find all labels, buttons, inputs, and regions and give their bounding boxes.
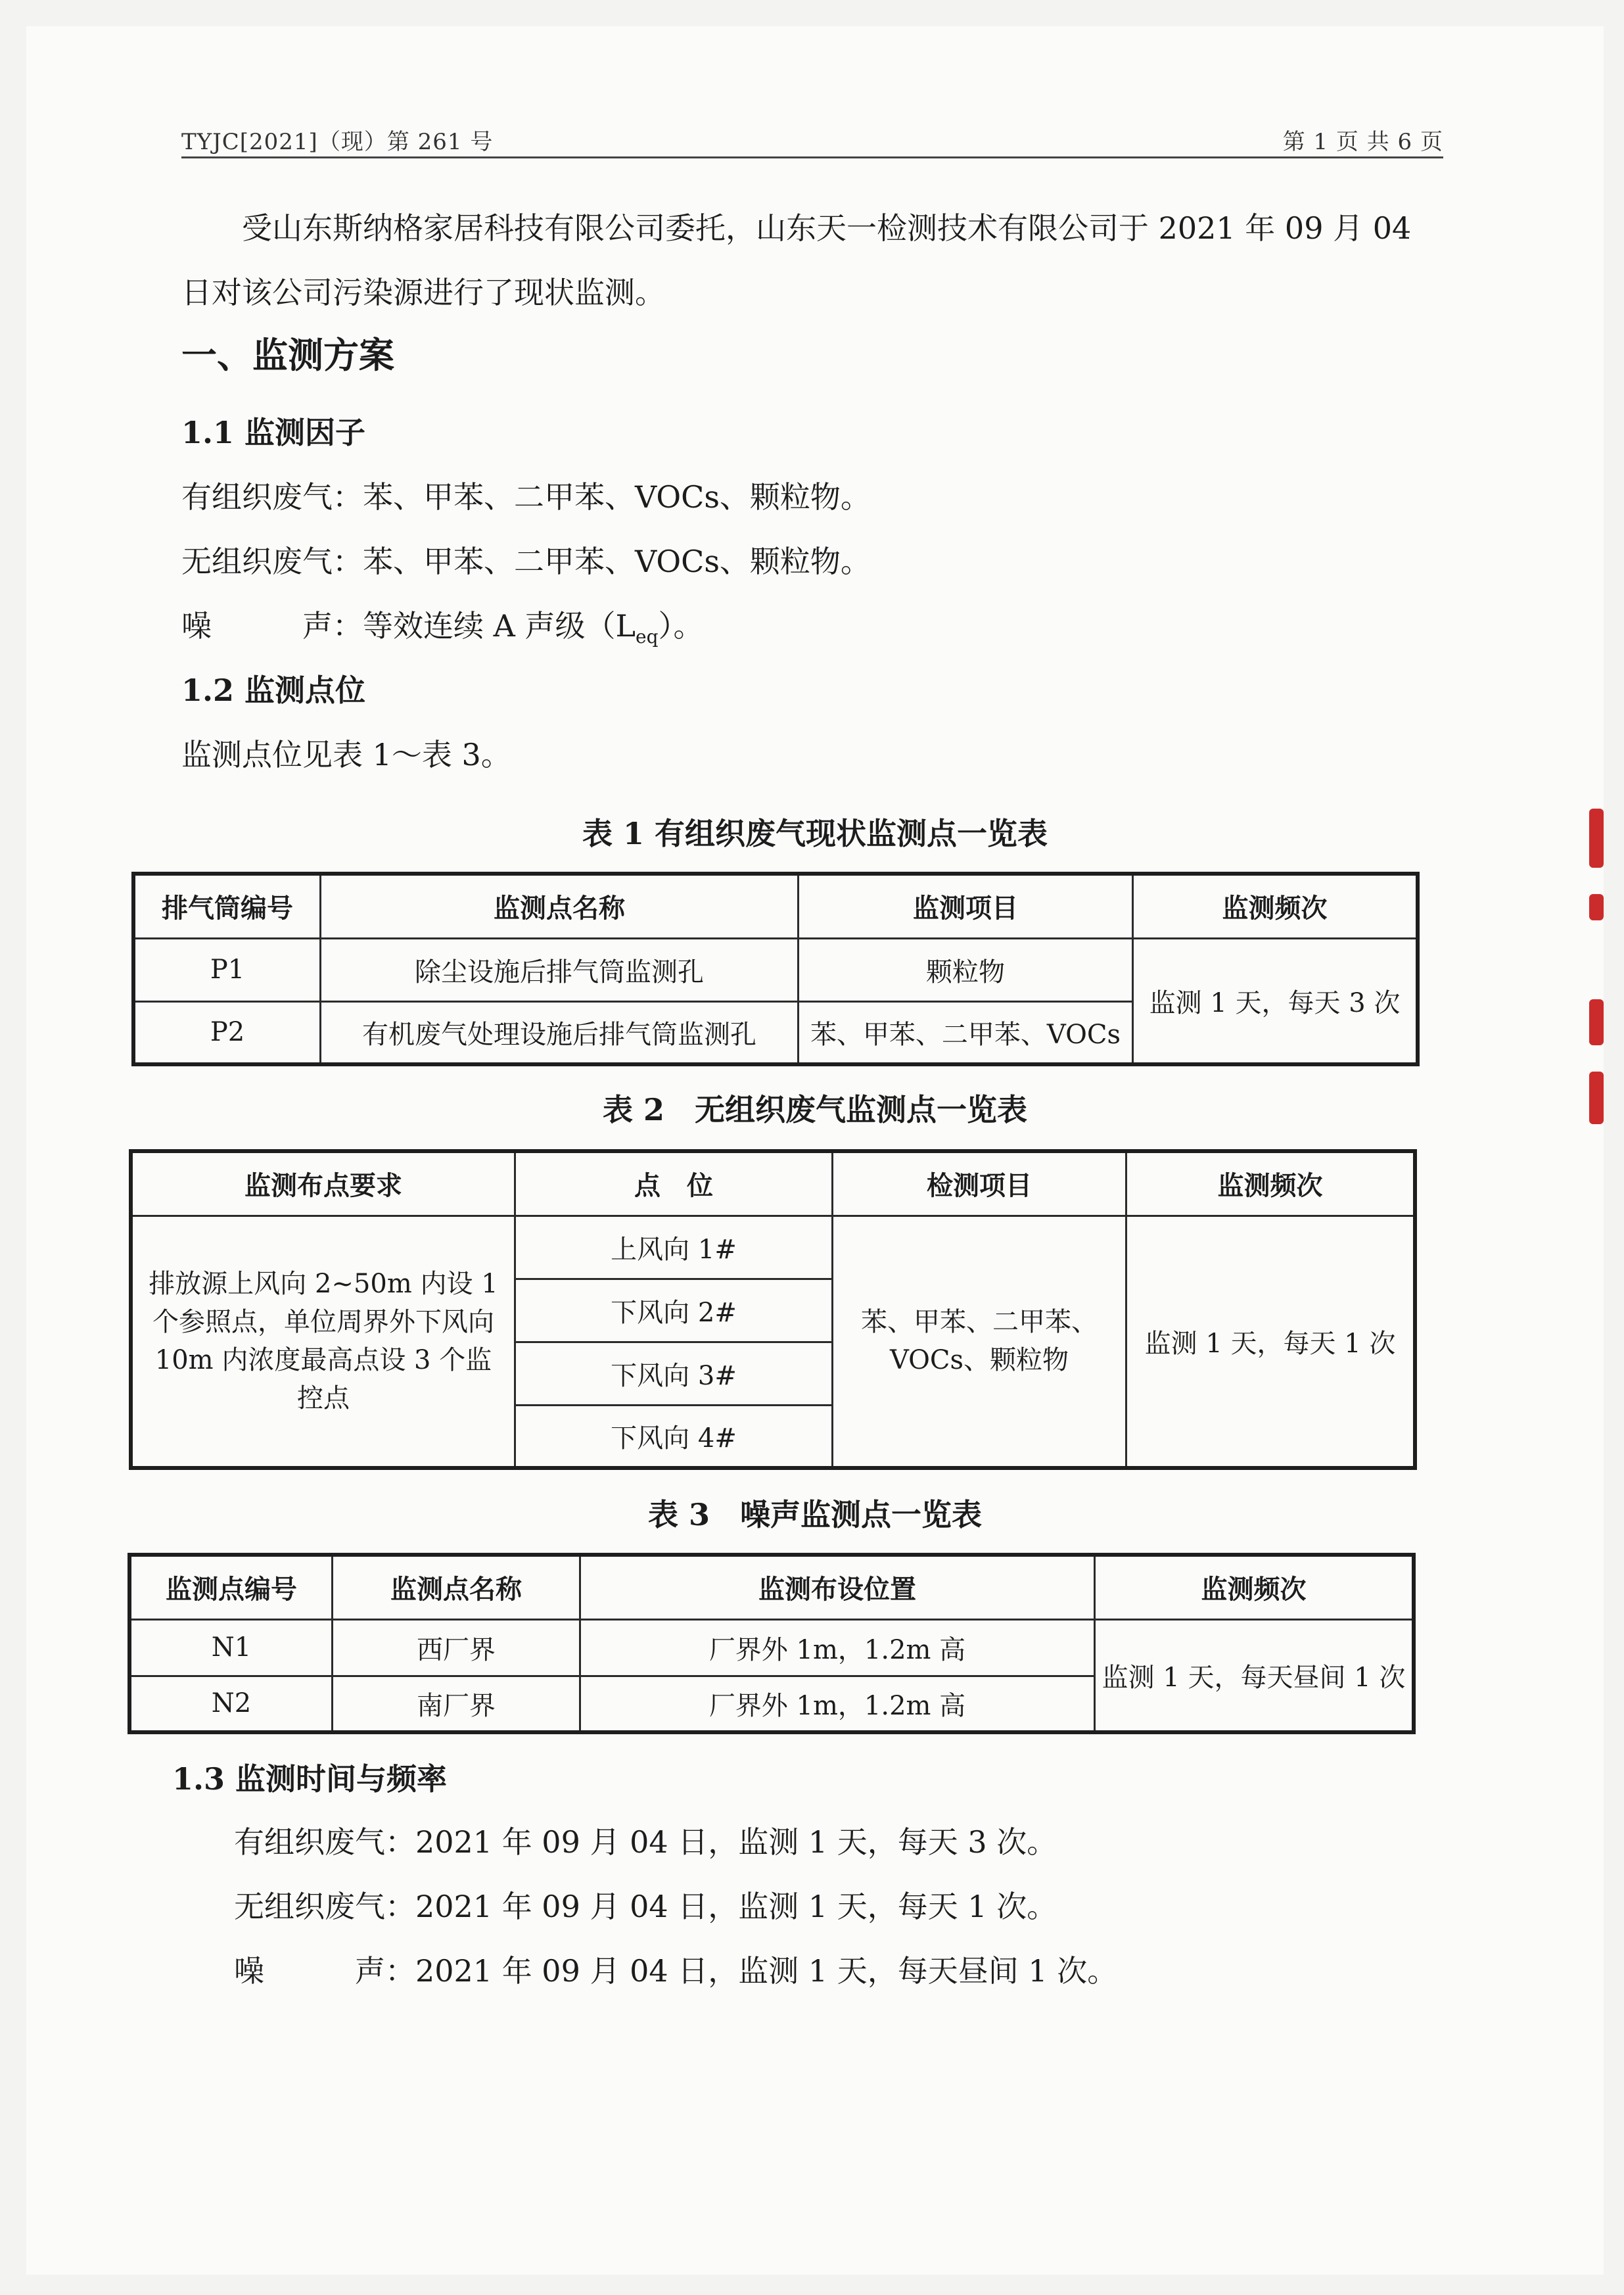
table-organized-exhaust xyxy=(131,872,1420,1066)
table1-cell: 有机废气处理设施后排气筒监测孔 xyxy=(321,1001,799,1064)
monitoring-points-note: 监测点位见表 1～表 3。 xyxy=(181,737,511,772)
table3-header: 监测布设位置 xyxy=(580,1555,1095,1619)
time-line-organized: 有组织废气：2021 年 09 月 04 日，监测 1 天，每天 3 次。 xyxy=(234,1824,1057,1860)
table-row xyxy=(131,1216,1415,1279)
factor-organized: 有组织废气：苯、甲苯、二甲苯、VOCs、颗粒物。 xyxy=(181,479,871,515)
header-rule xyxy=(181,156,1443,158)
table3-cell: 厂界外 1m，1.2m 高 xyxy=(580,1676,1095,1732)
table1-header: 监测频次 xyxy=(1133,874,1418,938)
table1-cell: 苯、甲苯、二甲苯、VOCs xyxy=(799,1001,1133,1064)
table-header-row xyxy=(131,1151,1415,1216)
intro-paragraph: 受山东斯纳格家居科技有限公司委托，山东天一检测技术有限公司于 2021 年 09 月 04 日对该公司污染源进行了现状监测。 xyxy=(181,210,1412,310)
heading-monitoring-time: 1.3 监测时间与频率 xyxy=(172,1761,448,1797)
table2-requirement: 排放源上风向 2~50m 内设 1 个参照点，单位周界外下风向 10m 内浓度最高点设 3 个监控点 xyxy=(131,1216,515,1468)
table3-cell: 西厂界 xyxy=(333,1619,580,1676)
table-header-row xyxy=(129,1555,1414,1619)
table1-header: 监测项目 xyxy=(799,874,1133,938)
table3-caption: 表 3 噪声监测点一览表 xyxy=(647,1497,983,1532)
table3-frequency: 监测 1 天，每天昼间 1 次 xyxy=(1095,1619,1414,1732)
table1-cell: 颗粒物 xyxy=(799,938,1133,1001)
factor-noise xyxy=(181,602,704,648)
page-indicator: 第 1 页 共 6 页 xyxy=(1282,129,1443,155)
table2-header: 检测项目 xyxy=(833,1151,1126,1216)
table2-header: 监测频次 xyxy=(1126,1151,1416,1216)
section-heading-plan: 一、监测方案 xyxy=(181,334,394,376)
table-row xyxy=(129,1619,1414,1676)
time-line-noise: 噪 声：2021 年 09 月 04 日，监测 1 天，每天昼间 1 次。 xyxy=(234,1953,1118,1989)
table1-caption: 表 1 有组织废气现状监测点一览表 xyxy=(582,816,1048,851)
table-noise xyxy=(128,1553,1416,1734)
table3-cell: N2 xyxy=(129,1676,333,1732)
heading-monitoring-points: 1.2 监测点位 xyxy=(181,673,366,708)
table2-header: 监测布点要求 xyxy=(131,1151,515,1216)
document-page xyxy=(26,26,1604,2275)
table2-point: 上风向 1# xyxy=(515,1216,833,1279)
table-header-row xyxy=(133,874,1418,938)
table3-header: 监测点编号 xyxy=(129,1555,333,1619)
noise-subscript: eq xyxy=(636,626,659,648)
table2-items: 苯、甲苯、二甲苯、VOCs、颗粒物 xyxy=(833,1216,1126,1468)
report-number: TYJC[2021]（现）第 261 号 xyxy=(181,129,494,155)
table2-caption: 表 2 无组织废气监测点一览表 xyxy=(602,1092,1028,1127)
table2-point: 下风向 2# xyxy=(515,1279,833,1342)
table1-cell: 除尘设施后排气筒监测孔 xyxy=(321,938,799,1001)
table3-cell: N1 xyxy=(129,1619,333,1676)
table1-frequency: 监测 1 天，每天 3 次 xyxy=(1133,938,1418,1064)
factor-unorganized: 无组织废气：苯、甲苯、二甲苯、VOCs、颗粒物。 xyxy=(181,544,871,579)
noise-label: 噪 声： xyxy=(181,608,363,644)
table1-header: 监测点名称 xyxy=(321,874,799,938)
table3-header: 监测点名称 xyxy=(333,1555,580,1619)
table2-frequency: 监测 1 天，每天 1 次 xyxy=(1126,1216,1416,1468)
table3-cell: 南厂界 xyxy=(333,1676,580,1732)
noise-text-end: ）。 xyxy=(658,608,704,644)
time-line-unorganized: 无组织废气：2021 年 09 月 04 日，监测 1 天，每天 1 次。 xyxy=(234,1889,1057,1924)
table-unorganized-exhaust xyxy=(129,1149,1417,1470)
table-row xyxy=(133,938,1418,1001)
table2-header: 点 位 xyxy=(515,1151,833,1216)
table2-point: 下风向 4# xyxy=(515,1405,833,1468)
table1-cell: P1 xyxy=(133,938,321,1001)
table3-header: 监测频次 xyxy=(1095,1555,1414,1619)
heading-monitoring-factors: 1.1 监测因子 xyxy=(181,415,366,450)
seal-stamp-edge xyxy=(1589,809,1604,1124)
table1-header: 排气筒编号 xyxy=(133,874,321,938)
table1-cell: P2 xyxy=(133,1001,321,1064)
table2-point: 下风向 3# xyxy=(515,1342,833,1405)
noise-text: 等效连续 A 声级（L xyxy=(363,608,636,644)
table3-cell: 厂界外 1m，1.2m 高 xyxy=(580,1619,1095,1676)
